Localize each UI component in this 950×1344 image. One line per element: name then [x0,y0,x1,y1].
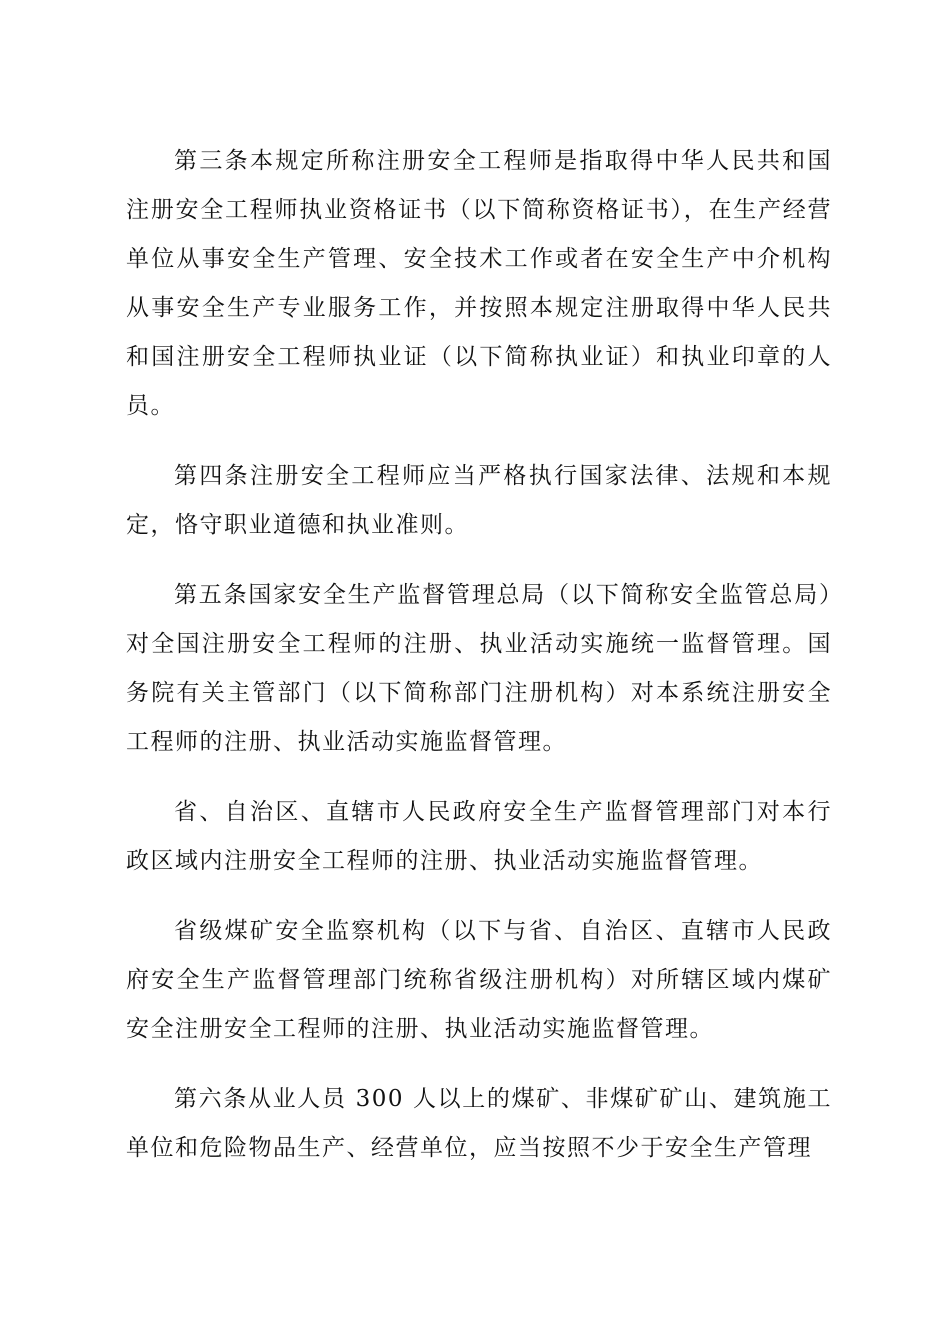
paragraph-coal-mine-supervision: 省级煤矿安全监察机构（以下与省、自治区、直辖市人民政府安全生产监督管理部门统称省级注册机构）对所辖区域内煤矿安全注册安全工程师的注册、执业活动实施监督管理。 [126,918,832,1042]
document-body [126,137,832,1194]
paragraph-article-5: 第五条国家安全生产监督管理总局（以下简称安全监管总局）对全国注册安全工程师的注册、执业活动实施统一监督管理。国务院有关主管部门（以下简称部门注册机构）对本系统注册安全工程师的注册、执业活动实施监督管理。 [126,582,832,755]
paragraph-article-3: 第三条本规定所称注册安全工程师是指取得中华人民共和国注册安全工程师执业资格证书（以下简称资格证书），在生产经营单位从事安全生产管理、安全技术工作或者在安全生产中介机构从事安全生产专业服务工作，并按照本规定注册取得中华人民共和国注册安全工程师执业证（以下简称执业证）和执业印章的人员。 [126,148,832,419]
paragraph-article-4: 第四条注册安全工程师应当严格执行国家法律、法规和本规定，恪守职业道德和执业准则。 [126,463,832,538]
paragraph-provincial-supervision: 省、自治区、直辖市人民政府安全生产监督管理部门对本行政区域内注册安全工程师的注册、执业活动实施监督管理。 [126,799,832,874]
paragraph-article-6: 第六条从业人员 300 人以上的煤矿、非煤矿矿山、建筑施工单位和危险物品生产、经营单位，应当按照不少于安全生产管理 [126,1086,832,1161]
